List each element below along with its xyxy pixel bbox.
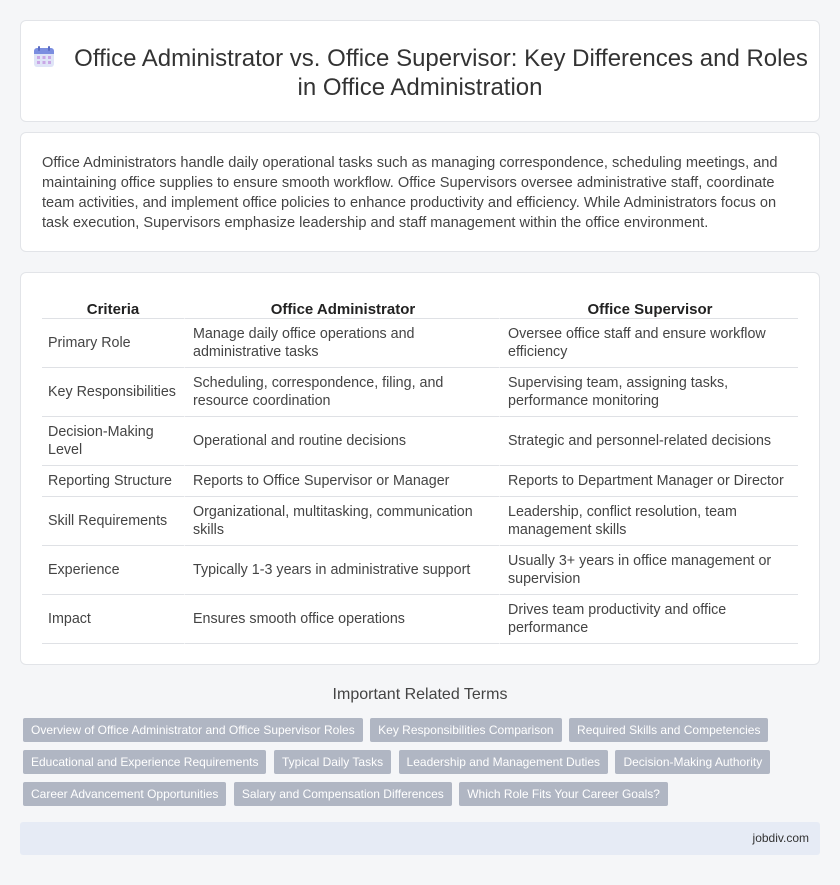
administrator-cell: Typically 1-3 years in administrative support (184, 546, 499, 595)
table-row (42, 595, 798, 644)
related-tag[interactable]: Decision-Making Authority (615, 750, 770, 774)
related-tag[interactable]: Educational and Experience Requirements (23, 750, 266, 774)
supervisor-cell: Reports to Department Manager or Director (499, 466, 798, 497)
related-tag[interactable]: Required Skills and Competencies (569, 718, 768, 742)
criteria-cell: Impact (42, 595, 184, 644)
criteria-cell: Reporting Structure (42, 466, 184, 497)
table-header-row (42, 295, 798, 319)
administrator-cell: Organizational, multitasking, communication skills (184, 497, 499, 546)
table-row (42, 319, 798, 368)
related-tag[interactable]: Key Responsibilities Comparison (370, 718, 561, 742)
criteria-cell: Experience (42, 546, 184, 595)
related-tag[interactable]: Leadership and Management Duties (399, 750, 608, 774)
table-row (42, 417, 798, 466)
related-tag[interactable]: Which Role Fits Your Career Goals? (459, 782, 668, 806)
calendar-icon (32, 45, 56, 69)
supervisor-cell: Strategic and personnel-related decisions (499, 417, 798, 466)
page-title-text: Office Administrator vs. Office Supervisor: Key Differences and Roles in Office Administration (74, 45, 808, 101)
footer-site-link[interactable]: jobdiv.com (752, 831, 809, 845)
table-row (42, 368, 798, 417)
header-office-supervisor: Office Supervisor (499, 295, 798, 319)
intro-card (20, 132, 820, 252)
page-title (21, 44, 819, 102)
supervisor-cell: Oversee office staff and ensure workflow efficiency (499, 319, 798, 368)
related-tag[interactable]: Overview of Office Administrator and Office Supervisor Roles (23, 718, 363, 742)
administrator-cell: Manage daily office operations and administrative tasks (184, 319, 499, 368)
administrator-cell: Scheduling, correspondence, filing, and resource coordination (184, 368, 499, 417)
title-card (20, 20, 820, 122)
related-tag[interactable]: Career Advancement Opportunities (23, 782, 226, 806)
supervisor-cell: Supervising team, assigning tasks, performance monitoring (499, 368, 798, 417)
table-row (42, 497, 798, 546)
table-row (42, 546, 798, 595)
administrator-cell: Reports to Office Supervisor or Manager (184, 466, 499, 497)
criteria-cell: Primary Role (42, 319, 184, 368)
criteria-cell: Key Responsibilities (42, 368, 184, 417)
related-tag[interactable]: Typical Daily Tasks (274, 750, 391, 774)
comparison-card (20, 272, 820, 665)
administrator-cell: Ensures smooth office operations (184, 595, 499, 644)
table-row (42, 466, 798, 497)
related-tag[interactable]: Salary and Compensation Differences (234, 782, 452, 806)
comparison-table (42, 295, 798, 644)
supervisor-cell: Leadership, conflict resolution, team management skills (499, 497, 798, 546)
footer (20, 822, 820, 855)
supervisor-cell: Drives team productivity and office performance (499, 595, 798, 644)
header-criteria: Criteria (42, 295, 184, 319)
criteria-cell: Skill Requirements (42, 497, 184, 546)
header-office-administrator: Office Administrator (184, 295, 499, 319)
criteria-cell: Decision-Making Level (42, 417, 184, 466)
supervisor-cell: Usually 3+ years in office management or supervision (499, 546, 798, 595)
related-terms-heading: Important Related Terms (332, 686, 508, 703)
administrator-cell: Operational and routine decisions (184, 417, 499, 466)
intro-text: Office Administrators handle daily operational tasks such as managing correspondence, scheduling meetings, and maintaining office supplies to ensure smooth workflow. Office Supervisors oversee administrative staff, coordinate team activities, and implement office policies to enhance productivity and efficiency. While Administrators focus on task execution, Supervisors emphasize leadership and staff management within the office environment. (42, 155, 778, 231)
related-terms-tags (23, 718, 783, 814)
